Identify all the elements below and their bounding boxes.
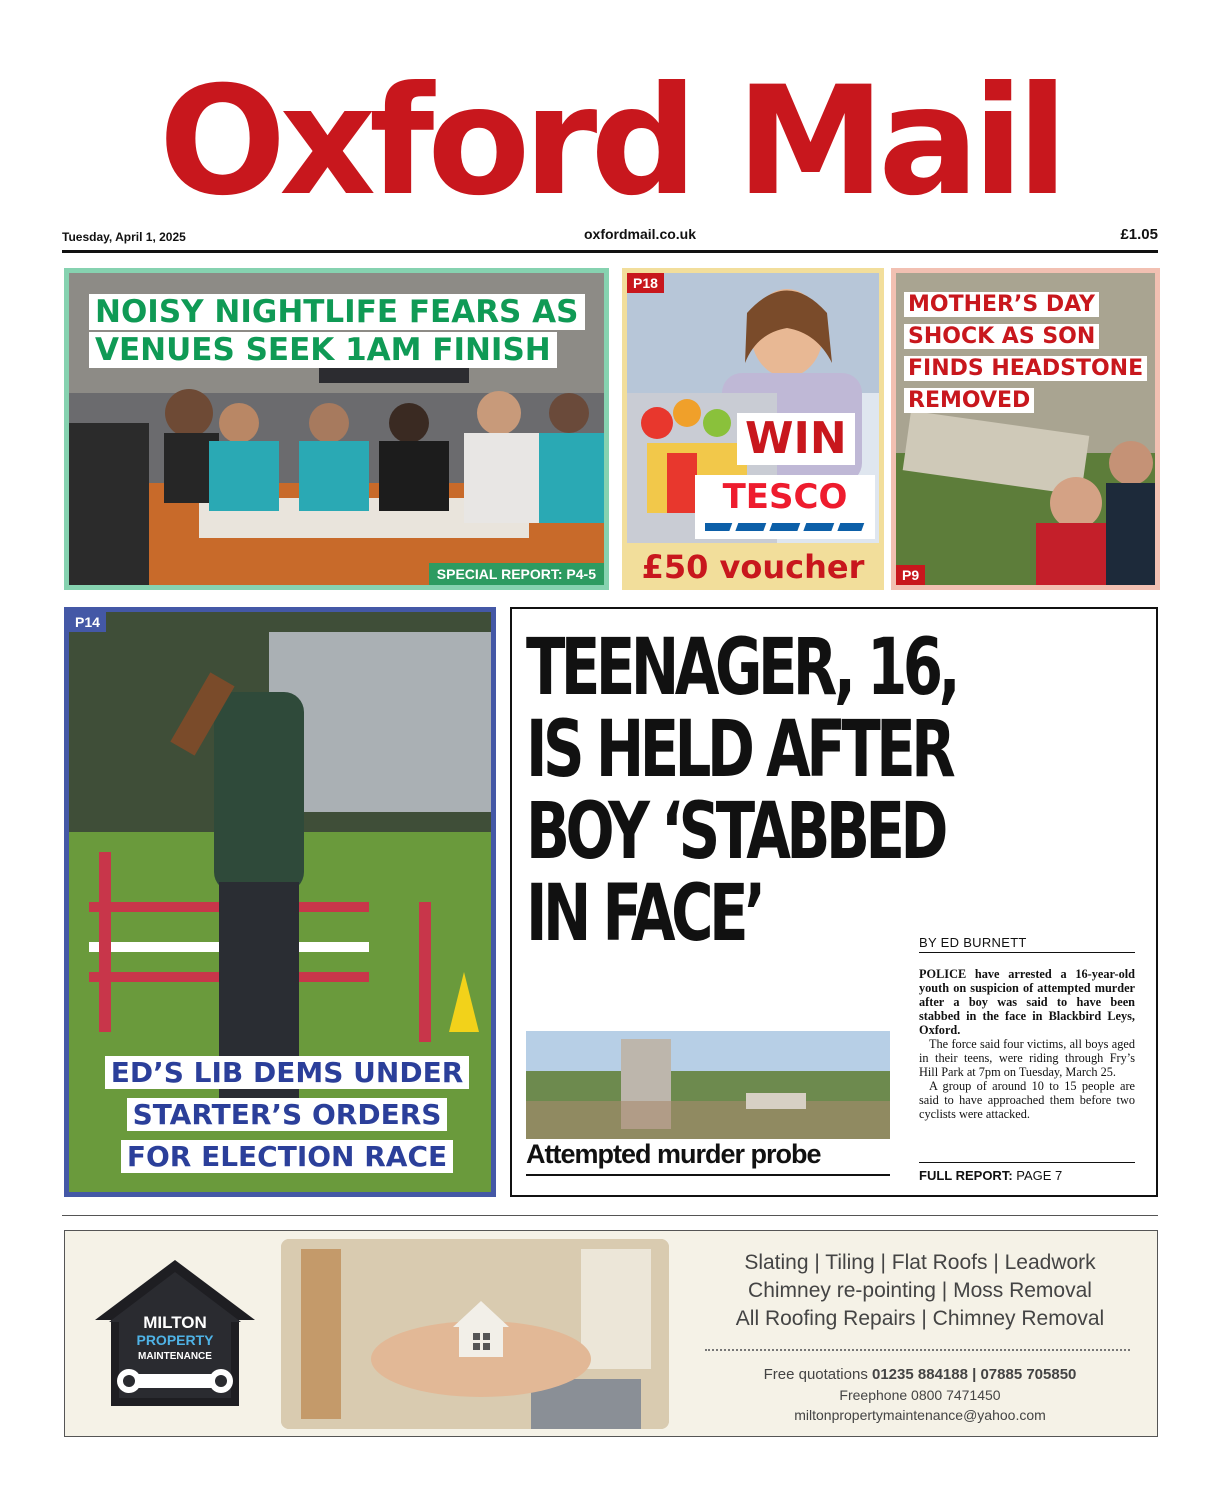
teaser-nightlife-headline: NOISY NIGHTLIFE FEARS AS VENUES SEEK 1AM FINISH	[89, 293, 609, 369]
lead-body	[919, 967, 1135, 1121]
special-report-tag[interactable]: SPECIAL REPORT: P4-5	[429, 563, 604, 585]
advert-milton-property[interactable]	[64, 1230, 1158, 1437]
lead-photo-caption: Attempted murder probe	[526, 1139, 890, 1176]
tesco-stripes-icon	[705, 521, 865, 533]
milton-logo: MILTON PROPERTY MAINTENANCE	[95, 1256, 255, 1416]
tesco-logo-text: TESCO	[722, 477, 848, 517]
advert-divider	[705, 1349, 1130, 1351]
byline: BY ED BURNETT	[919, 935, 1135, 953]
voucher-amount: £50 voucher	[627, 543, 879, 590]
full-report-link[interactable]: FULL REPORT: PAGE 7	[919, 1162, 1135, 1183]
lead-para-3: A group of around 10 to 15 people are said to have approached them before two cyclists were attacked.	[919, 1079, 1135, 1121]
advert-rule	[62, 1215, 1158, 1216]
tesco-logo	[695, 475, 875, 539]
masthead-rule	[62, 250, 1158, 253]
teaser-headstone-headline: MOTHER’S DAY SHOCK AS SON FINDS HEADSTONE REMOVED	[904, 289, 1159, 417]
lead-intro: POLICE have arrested a 16-year-old youth on suspicion of attempted murder after a boy was said to have been stabbed in the face in Blackbird Leys, Oxford.	[919, 967, 1135, 1037]
lead-story[interactable]	[510, 607, 1158, 1197]
advert-email[interactable]: miltonpropertymaintenance@yahoo.com	[794, 1407, 1046, 1423]
advert-contact: Free quotations 01235 884188 | 07885 705850 Freephone 0800 7471450 miltonpropertymaintenance@yahoo.com	[695, 1365, 1145, 1425]
advert-photo	[281, 1239, 669, 1429]
teaser-tesco-page-tag: P18	[627, 273, 664, 293]
teaser-nightlife[interactable]	[64, 268, 609, 590]
website-link[interactable]: oxfordmail.co.uk	[583, 226, 697, 242]
cover-price: £1.05	[1120, 226, 1158, 243]
teaser-tesco-competition[interactable]	[622, 268, 884, 590]
win-label: WIN	[737, 413, 855, 465]
teaser-lib-dems-page-tag: P14	[69, 612, 106, 632]
masthead-title: Oxford Mail	[158, 55, 1062, 229]
issue-date: Tuesday, April 1, 2025	[62, 230, 186, 244]
teaser-lib-dems-headline: ED’S LIB DEMS UNDER STARTER’S ORDERS FOR ELECTION RACE	[97, 1052, 477, 1178]
teaser-headstone[interactable]	[891, 268, 1160, 590]
lead-para-2: The force said four victims, all boys aged in their teens, were riding through Fry’s Hill Park at 7pm on Tuesday, March 25.	[919, 1037, 1135, 1079]
lead-headline: TEENAGER, 16, IS HELD AFTER BOY ‘STABBED IN FACE’	[526, 623, 957, 959]
teaser-lib-dems[interactable]	[64, 607, 496, 1197]
blackbird-leys-photo	[526, 1031, 890, 1139]
advert-services: Slating | Tiling | Flat Roofs | Leadwork Chimney re-pointing | Moss Removal All Roofing Repairs | Chimney Removal	[735, 1251, 1105, 1330]
teaser-headstone-page-tag: P9	[896, 565, 925, 585]
